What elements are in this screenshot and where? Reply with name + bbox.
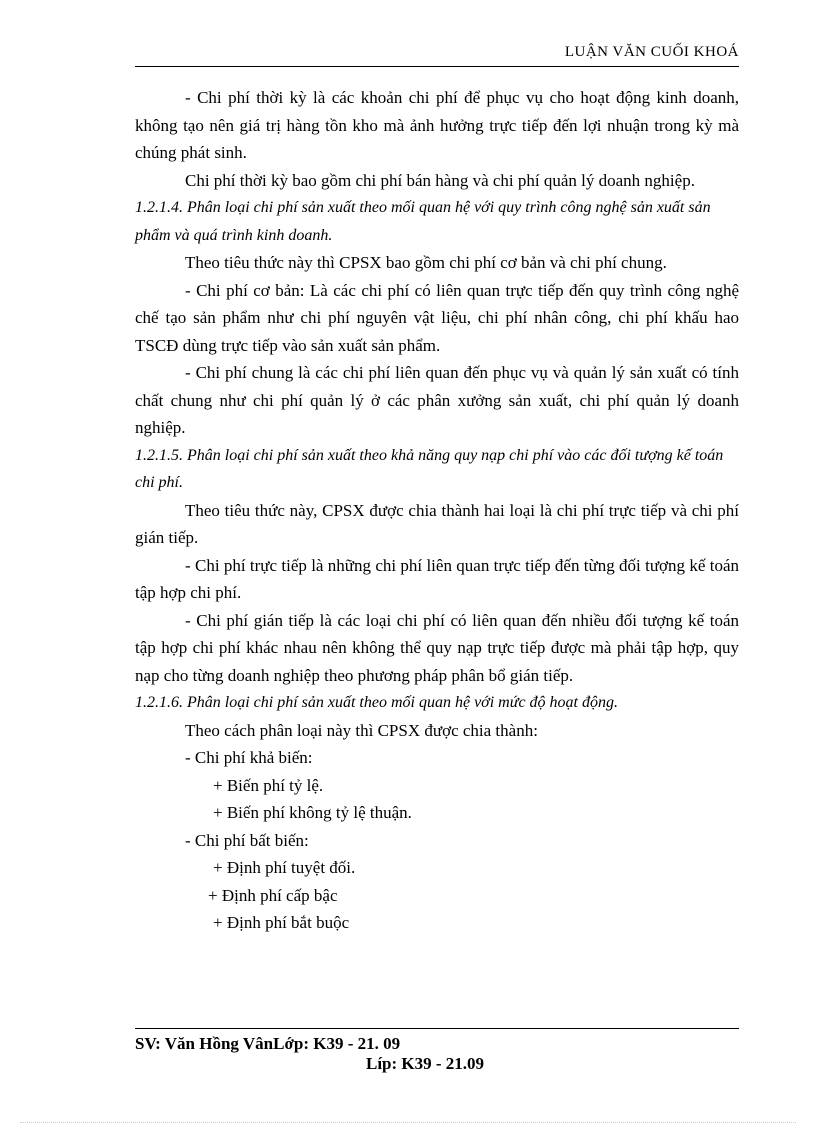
paragraph: Theo tiêu thức này thì CPSX bao gồm chi phí cơ bản và chi phí chung. bbox=[185, 253, 667, 272]
page-content bbox=[135, 84, 739, 937]
list-item: + Định phí bắt buộc bbox=[213, 913, 350, 932]
paragraph: - Chi phí trực tiếp là những chi phí liên quan trực tiếp đến từng đối tượng kế toán tập hợp chi phí. bbox=[135, 555, 739, 602]
page-header: LUẬN VĂN CUỐI KHOÁ bbox=[135, 44, 739, 67]
footer-student: SV: Văn Hồng VânLớp: K39 - 21. 09 bbox=[135, 1034, 401, 1053]
list-item: - Chi phí bất biến: bbox=[185, 830, 309, 850]
list-item: + Biến phí tỷ lệ. bbox=[213, 775, 324, 795]
paragraph: - Chi phí chung là các chi phí liên quan đến phục vụ và quản lý sản xuất có tính chất chung như chi phí quản lý ở các phân xưởng sản xuất, chi phí quản lý doanh nghiệp. bbox=[135, 363, 739, 437]
section-heading: 1.2.1.6. Phân loại chi phí sản xuất theo mối quan hệ với mức độ hoạt động. bbox=[135, 694, 618, 711]
list-item: + Biến phí không tỷ lệ thuận. bbox=[213, 803, 412, 822]
section-heading: 1.2.1.4. Phân loại chi phí sản xuất theo mối quan hệ với quy trình công nghệ sản xuất sản phẩm và quá trình kinh doanh. bbox=[135, 199, 711, 244]
paragraph: Theo cách phân loại này thì CPSX được chia thành: bbox=[185, 720, 538, 740]
footer-divider bbox=[135, 1028, 739, 1029]
list-item: - Chi phí khả biến: bbox=[185, 748, 313, 767]
section-heading: 1.2.1.5. Phân loại chi phí sản xuất theo khả năng quy nạp chi phí vào các đối tượng kế toán chi phí. bbox=[135, 446, 724, 491]
paragraph: - Chi phí gián tiếp là các loại chi phí có liên quan đến nhiều đối tượng kế toán tập hợp chi phí khác nhau nên không thể quy nạp trực tiếp được mà phải tập hợp, quy nạp cho từng doanh nghiệp theo phương pháp phân bổ gián tiếp. bbox=[135, 610, 739, 685]
paragraph: - Chi phí cơ bản: Là các chi phí có liên quan trực tiếp đến quy trình công nghệ chế tạo sản phẩm như chi phí nguyên vật liệu, chi phí nhân công, chi phí khấu hao TSCĐ dùng trực tiếp vào sản xuất sản phẩm. bbox=[135, 280, 739, 355]
footer-class: Líp: K39 - 21.09 bbox=[366, 1054, 485, 1073]
paragraph: - Chi phí thời kỳ là các khoản chi phí để phục vụ cho hoạt động kinh doanh, không tạo nên giá trị hàng tồn kho mà ảnh hưởng trực tiếp đến lợi nhuận trong kỳ mà chúng phát sinh. bbox=[135, 88, 739, 162]
paragraph: Theo tiêu thức này, CPSX được chia thành hai loại là chi phí trực tiếp và chi phí gián tiếp. bbox=[135, 500, 739, 547]
list-item: + Định phí cấp bậc bbox=[208, 885, 338, 905]
paragraph: Chi phí thời kỳ bao gồm chi phí bán hàng và chi phí quản lý doanh nghiệp. bbox=[185, 170, 695, 190]
list-item: + Định phí tuyệt đối. bbox=[213, 858, 356, 877]
